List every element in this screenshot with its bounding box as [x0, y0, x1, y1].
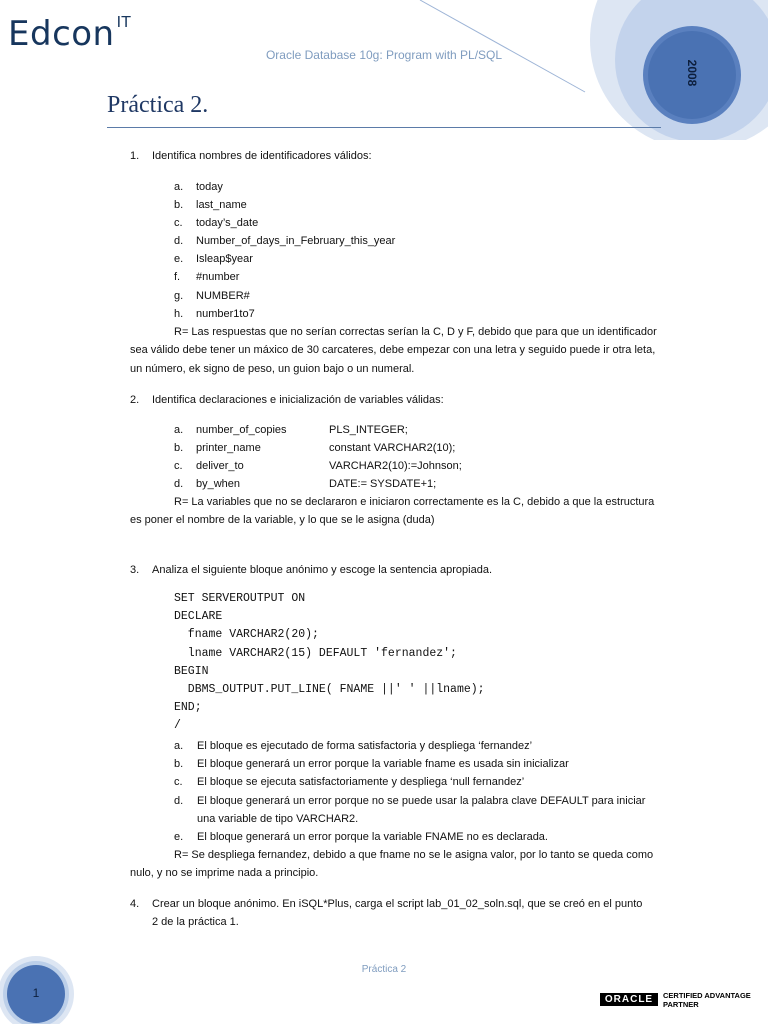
q1-item-letter: a.: [174, 181, 184, 193]
partner-line-2: PARTNER: [663, 1000, 699, 1009]
q2-number: 2.: [130, 394, 140, 406]
q4-text: Crear un bloque anónimo. En iSQL*Plus, carga el script lab_01_02_soln.sql, que se creó en el punto: [152, 898, 643, 910]
q1-item-letter: d.: [174, 235, 184, 247]
q2-item-letter: c.: [174, 460, 183, 472]
q1-item-text: Isleap$year: [196, 253, 253, 265]
q1-item-text: today’s_date: [196, 217, 259, 229]
q1-item-text: today: [196, 181, 223, 193]
q3-text: Analiza el siguiente bloque anónimo y escoge la sentencia apropiada.: [152, 564, 493, 576]
q2-item-name: number_of_copies: [196, 424, 287, 436]
q1-item-text: last_name: [196, 199, 247, 211]
q3-option-text: El bloque es ejecutado de forma satisfactoria y despliega ‘fernandez’: [197, 740, 533, 752]
q3-option-letter: d.: [174, 795, 184, 807]
q2-item-decl: constant VARCHAR2(10);: [329, 442, 456, 454]
title-underline: [107, 127, 661, 128]
q1-item-letter: f.: [174, 271, 181, 283]
q2-item-letter: a.: [174, 424, 184, 436]
q1-item-text: Number_of_days_in_February_this_year: [196, 235, 396, 247]
logo-text: Edcon: [8, 14, 115, 54]
q1-item-letter: e.: [174, 253, 184, 265]
footer-label: Práctica 2: [361, 964, 407, 975]
q3-option-letter: e.: [174, 831, 184, 843]
q3-option-letter: b.: [174, 758, 184, 770]
q2-item-decl: DATE:= SYSDATE+1;: [329, 478, 437, 490]
q2-item-name: by_when: [196, 478, 241, 490]
oracle-wordmark: ORACLE: [600, 993, 658, 1006]
q2-item-name: printer_name: [196, 442, 261, 454]
code-line: lname VARCHAR2(15) DEFAULT 'fernandez';: [174, 647, 457, 660]
q1-item-letter: c.: [174, 217, 183, 229]
q1-answer: R= Las respuestas que no serían correctas serían la C, D y F, debido que para que un identificador sea válido debe tener un máxico de 30 carcateres, debe empezar con una letra y seguido puede ir otra leta, un número, ek signo de peso, un guion bajo o un numeral.: [130, 326, 657, 375]
q1-text: Identifica nombres de identificadores válidos:: [152, 150, 372, 162]
code-line: BEGIN: [174, 665, 209, 678]
logo-superscript: IT: [116, 12, 132, 31]
q2-answer: R= La variables que no se declararon e iniciaron correctamente es la C, debido a que la estructura es poner el nombre de la variable, y lo que se le asigna (duda): [130, 496, 655, 527]
q2-text: Identifica declaraciones e inicialización de variables válidas:: [152, 394, 444, 406]
code-line: DBMS_OUTPUT.PUT_LINE( FNAME ||' ' ||lname);: [174, 683, 485, 696]
code-line: SET SERVEROUTPUT ON: [174, 592, 306, 605]
header-subtitle: Oracle Database 10g: Program with PL/SQL: [265, 48, 503, 62]
q3-answer: R= Se despliega fernandez, debido a que fname no se le asigna valor, por lo tanto se queda como nulo, y no se imprime nada a principio.: [130, 849, 654, 880]
code-line: fname VARCHAR2(20);: [174, 628, 319, 641]
oracle-partner-logo: [600, 991, 760, 1011]
q1-item-letter: h.: [174, 308, 184, 320]
partner-line-1: CERTIFIED ADVANTAGE: [663, 991, 751, 1000]
q3-option-text: El bloque generará un error porque no se puede usar la palabra clave DEFAULT para iniciar: [197, 795, 646, 807]
q4-number: 4.: [130, 898, 140, 910]
q2-item-decl: VARCHAR2(10):=Johnson;: [329, 460, 462, 472]
q3-option-text: El bloque generará un error porque la variable FNAME no es declarada.: [197, 831, 548, 843]
q4-text-cont: 2 de la práctica 1.: [152, 916, 239, 928]
q1-number: 1.: [130, 150, 140, 162]
q2-item-letter: b.: [174, 442, 184, 454]
q1-item-letter: b.: [174, 199, 184, 211]
page-title: Práctica 2.: [107, 92, 209, 118]
code-line: /: [174, 719, 181, 732]
q3-number: 3.: [130, 564, 140, 576]
q1-item-text: NUMBER#: [196, 290, 250, 302]
q3-option-text: El bloque se ejecuta satisfactoriamente y despliega ‘null fernandez’: [197, 776, 525, 788]
q3-option-letter: c.: [174, 776, 183, 788]
q3-option-text: El bloque generará un error porque la variable fname es usada sin inicializar: [197, 758, 569, 770]
q2-item-letter: d.: [174, 478, 184, 490]
q2-item-name: deliver_to: [196, 460, 244, 472]
q1-item-text: #number: [196, 271, 240, 283]
q3-option-text-cont: una variable de tipo VARCHAR2.: [197, 813, 359, 825]
code-line: END;: [174, 701, 202, 714]
q1-item-text: number1to7: [196, 308, 255, 320]
q1-item-letter: g.: [174, 290, 184, 302]
q3-option-letter: a.: [174, 740, 184, 752]
q2-item-decl: PLS_INTEGER;: [329, 424, 408, 436]
year-badge: 2008: [685, 59, 699, 87]
code-line: DECLARE: [174, 610, 223, 623]
page-number: 1: [32, 986, 40, 1000]
